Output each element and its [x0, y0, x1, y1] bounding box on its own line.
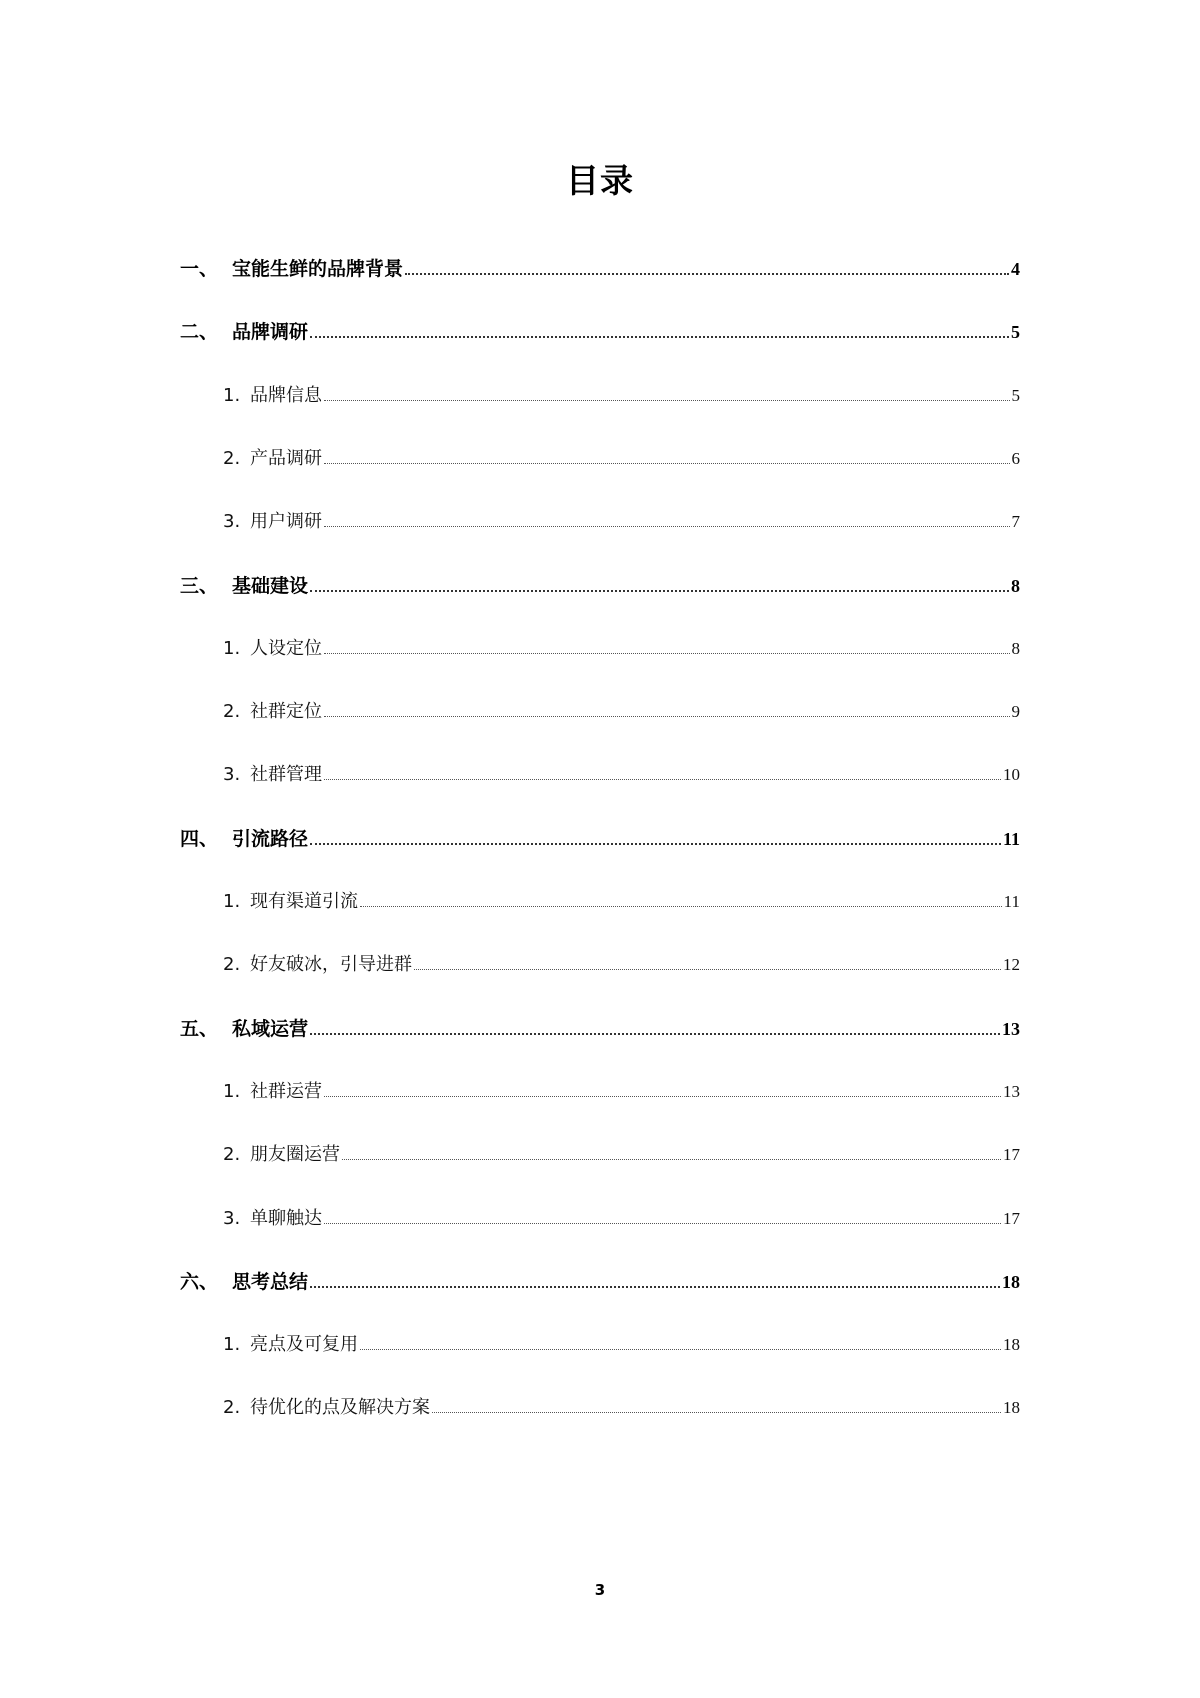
toc-subsection-entry[interactable]	[223, 1204, 1020, 1232]
toc-entry-number: 五、	[180, 1017, 219, 1040]
toc-entry-page: 5	[1011, 322, 1020, 343]
toc-dot-leader	[324, 779, 1001, 780]
toc-entry-label: 现有渠道引流	[250, 891, 358, 912]
toc-entry-number: 3.	[223, 764, 241, 786]
toc-section-entry[interactable]	[180, 824, 1020, 852]
toc-dot-leader	[310, 590, 1009, 592]
toc-entry-label: 私域运营	[232, 1017, 309, 1040]
toc-entry-number: 2.	[223, 1144, 241, 1166]
toc-entry-page: 9	[1011, 702, 1020, 722]
toc-entry-number: 2.	[223, 1397, 241, 1419]
toc-entry-label: 思考总结	[232, 1270, 309, 1293]
toc-subsection-entry[interactable]	[223, 1140, 1020, 1168]
toc-dot-leader	[324, 1223, 1001, 1224]
toc-entry-number: 2.	[223, 701, 241, 723]
toc-dot-leader	[310, 1033, 1000, 1035]
toc-entry-page: 8	[1011, 638, 1020, 658]
toc-subsection-entry[interactable]	[223, 634, 1020, 662]
toc-entry-label: 社群定位	[250, 701, 322, 723]
toc-section-entry[interactable]	[180, 571, 1020, 599]
toc-entry-page: 18	[1003, 1398, 1020, 1418]
toc-entry-number: 1.	[223, 1334, 241, 1356]
toc-entry-page: 11	[1002, 828, 1020, 849]
toc-entry-page: 10	[1003, 765, 1020, 785]
toc-entry-label: 单聊触达	[250, 1207, 322, 1229]
page-number: 3	[594, 1581, 606, 1599]
toc-subsection-entry[interactable]	[223, 1393, 1020, 1421]
toc-entry-page: 13	[1003, 1081, 1020, 1101]
toc-entry-label: 品牌调研	[232, 321, 309, 344]
toc-subsection-entry[interactable]	[223, 950, 1020, 978]
toc-entry-page: 12	[1003, 955, 1020, 975]
toc-subsection-entry[interactable]	[223, 444, 1020, 472]
toc-dot-leader	[324, 526, 1010, 527]
toc-entry-label: 用户调研	[250, 511, 322, 533]
toc-dot-leader	[360, 1349, 1001, 1350]
toc-entry-page: 17	[1003, 1208, 1020, 1228]
toc-entry-number: 1.	[223, 637, 241, 659]
toc-dot-leader	[310, 1286, 1000, 1288]
toc-entry-number: 3.	[223, 1207, 241, 1229]
toc-entry-page: 6	[1011, 448, 1020, 468]
toc-section-entry[interactable]	[180, 254, 1020, 282]
toc-dot-leader	[432, 1412, 1001, 1413]
toc-entry-label: 社群管理	[250, 764, 322, 786]
toc-entry-label: 社群运营	[250, 1080, 322, 1102]
toc-entry-label: 人设定位	[250, 637, 322, 659]
toc-dot-leader	[310, 843, 1001, 845]
toc-dot-leader	[405, 273, 1009, 275]
toc-subsection-entry[interactable]	[223, 381, 1020, 409]
toc-entry-number: 一、	[180, 258, 219, 280]
toc-entry-number: 1.	[223, 384, 241, 406]
toc-entry-page: 7	[1011, 512, 1020, 532]
toc-subsection-entry[interactable]	[223, 1077, 1020, 1105]
toc-entry-page: 11	[1003, 892, 1020, 911]
toc-entry-number: 1.	[223, 1080, 241, 1102]
toc-entry-number: 2.	[223, 954, 241, 976]
toc-entry-page: 4	[1011, 259, 1020, 279]
toc-dot-leader	[324, 463, 1010, 464]
toc-entry-number: 二、	[180, 321, 219, 344]
toc-entry-page: 5	[1011, 385, 1020, 405]
toc-entry-page: 17	[1003, 1145, 1020, 1165]
toc-dot-leader	[324, 1096, 1001, 1097]
toc-subsection-entry[interactable]	[223, 887, 1020, 915]
toc-entry-number: 2.	[223, 447, 241, 469]
toc-entry-page: 18	[1003, 1335, 1020, 1355]
toc-entry-label: 朋友圈运营	[250, 1144, 340, 1166]
toc-subsection-entry[interactable]	[223, 1330, 1020, 1358]
toc-section-entry[interactable]	[180, 317, 1020, 345]
toc-entry-label: 基础建设	[232, 574, 309, 597]
toc-dot-leader	[414, 969, 1001, 970]
toc-entry-label: 亮点及可复用	[250, 1334, 358, 1356]
toc-entry-label: 宝能生鲜的品牌背景	[232, 258, 404, 280]
toc-dot-leader	[342, 1159, 1001, 1160]
toc-subsection-entry[interactable]	[223, 507, 1020, 535]
toc-title: 目录	[566, 161, 634, 200]
toc-entry-label: 产品调研	[250, 447, 322, 469]
toc-entry-page: 13	[1002, 1018, 1020, 1039]
toc-dot-leader	[324, 716, 1010, 717]
toc-entry-label: 品牌信息	[250, 384, 322, 406]
toc-section-entry[interactable]	[180, 1267, 1020, 1295]
toc-subsection-entry[interactable]	[223, 760, 1020, 788]
toc-dot-leader	[360, 906, 1002, 907]
toc-entry-number: 1.	[223, 891, 241, 912]
toc-dot-leader	[310, 336, 1009, 338]
toc-section-entry[interactable]	[180, 1014, 1020, 1042]
toc-entry-page: 18	[1002, 1271, 1020, 1292]
toc-dot-leader	[324, 653, 1010, 654]
toc-dot-leader	[324, 400, 1010, 401]
toc-entry-label: 好友破冰，引导进群	[250, 954, 412, 976]
toc-subsection-entry[interactable]	[223, 697, 1020, 725]
toc-entry-number: 四、	[180, 827, 219, 850]
toc-entry-number: 3.	[223, 511, 241, 533]
toc-entry-page: 8	[1011, 575, 1020, 596]
toc-entry-label: 引流路径	[232, 827, 309, 850]
toc-entry-number: 三、	[180, 574, 219, 597]
toc-entry-number: 六、	[180, 1270, 219, 1293]
toc-entry-label: 待优化的点及解决方案	[250, 1397, 430, 1419]
